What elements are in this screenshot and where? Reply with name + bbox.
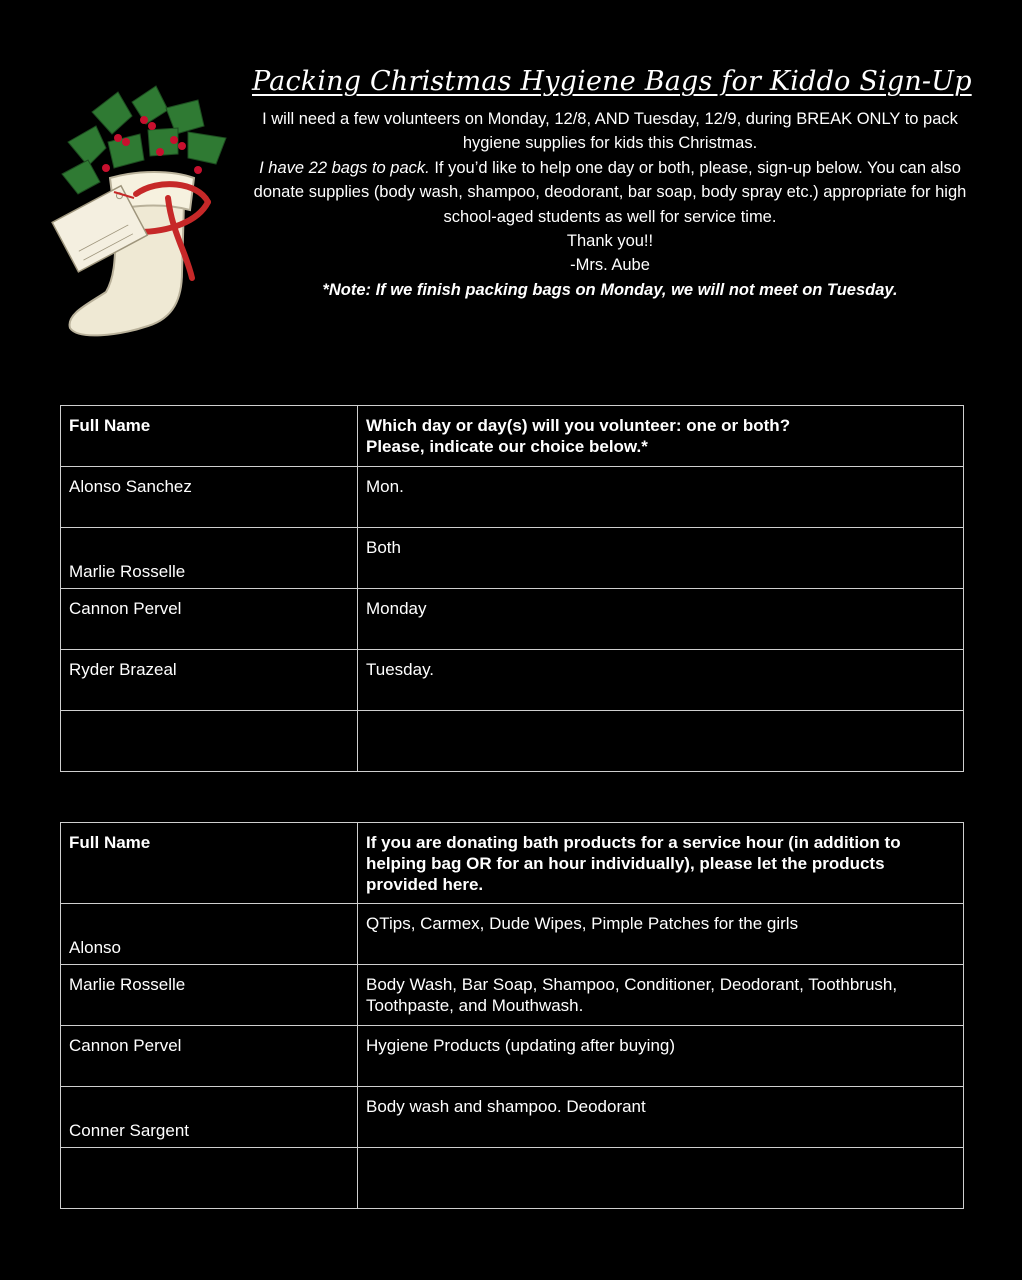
bags-count-text: I have 22 bags to pack. <box>259 158 430 177</box>
table-row <box>61 1026 964 1087</box>
donor-products-cell[interactable] <box>358 1148 964 1209</box>
page-title: Packing Christmas Hygiene Bags for Kiddo Sign-Up <box>252 66 972 97</box>
table-row <box>61 650 964 711</box>
volunteer-name-cell[interactable]: Marlie Rosselle <box>61 528 358 589</box>
volunteer-table <box>60 405 964 772</box>
table-row-empty <box>61 711 964 772</box>
table-row <box>61 589 964 650</box>
table-row <box>61 965 964 1026</box>
volunteer-name-cell[interactable]: Cannon Pervel <box>61 589 358 650</box>
intro-line-1: I will need a few volunteers on Monday, 12/8, AND Tuesday, 12/9, during BREAK ONLY to pack hygiene supplies for kids this Christmas. <box>262 110 958 153</box>
volunteer-choice-cell[interactable]: Tuesday. <box>358 650 964 711</box>
intro-line-2-rest: If you’d like to help one day or both, please, sign-up below. You can also donate supplies (body wash, shampoo, deodorant, bar soap, body spray etc.) appropriate for high school-aged students as well for service time. <box>253 158 967 226</box>
christmas-stocking-image <box>48 82 234 338</box>
volunteer-choice-cell[interactable]: Both <box>358 528 964 589</box>
volunteer-choice-cell[interactable]: Mon. <box>358 467 964 528</box>
volunteer-name-cell[interactable] <box>61 711 358 772</box>
day-choice-header-line-2: Please, indicate our choice below.* <box>366 437 648 456</box>
volunteer-name-cell[interactable]: Alonso Sanchez <box>61 467 358 528</box>
donation-table <box>60 822 964 1209</box>
donor-name-cell[interactable]: Marlie Rosselle <box>61 965 358 1026</box>
thanks-text: Thank you!! <box>566 232 654 251</box>
table-row <box>61 467 964 528</box>
donor-products-cell[interactable]: Body Wash, Bar Soap, Shampoo, Conditioner, Deodorant, Toothbrush, Toothpaste, and Mouthwash. <box>358 965 964 1026</box>
signature-text: -Mrs. Aube <box>570 256 650 275</box>
intro-line-2 <box>252 156 968 229</box>
volunteer-choice-cell[interactable]: Monday <box>358 589 964 650</box>
donor-name-cell[interactable]: Cannon Pervel <box>61 1026 358 1087</box>
donor-name-cell[interactable]: Alonso <box>61 904 358 965</box>
table-row-empty <box>61 1148 964 1209</box>
table-row <box>61 904 964 965</box>
day-choice-header <box>358 406 964 467</box>
note-text: *Note: If we finish packing bags on Monday, we will not meet on Tuesday. <box>322 280 898 299</box>
day-choice-header-line-1: Which day or day(s) will you volunteer: one or both? <box>366 416 791 435</box>
header <box>252 66 972 302</box>
table-row <box>61 1087 964 1148</box>
volunteer-choice-cell[interactable] <box>358 711 964 772</box>
donor-products-cell[interactable]: Hygiene Products (updating after buying) <box>358 1026 964 1087</box>
intro-text <box>252 107 968 302</box>
donation-header-row <box>61 823 964 904</box>
products-header: If you are donating bath products for a service hour (in addition to helping bag OR for an hour individually), please let the products provided here. <box>358 823 964 904</box>
full-name-header: Full Name <box>61 406 358 467</box>
table-row <box>61 528 964 589</box>
donor-products-cell[interactable]: QTips, Carmex, Dude Wipes, Pimple Patches for the girls <box>358 904 964 965</box>
volunteer-header-row <box>61 406 964 467</box>
full-name-header: Full Name <box>61 823 358 904</box>
donor-name-cell[interactable] <box>61 1148 358 1209</box>
donor-products-cell[interactable]: Body wash and shampoo. Deodorant <box>358 1087 964 1148</box>
donor-name-cell[interactable]: Conner Sargent <box>61 1087 358 1148</box>
volunteer-name-cell[interactable]: Ryder Brazeal <box>61 650 358 711</box>
